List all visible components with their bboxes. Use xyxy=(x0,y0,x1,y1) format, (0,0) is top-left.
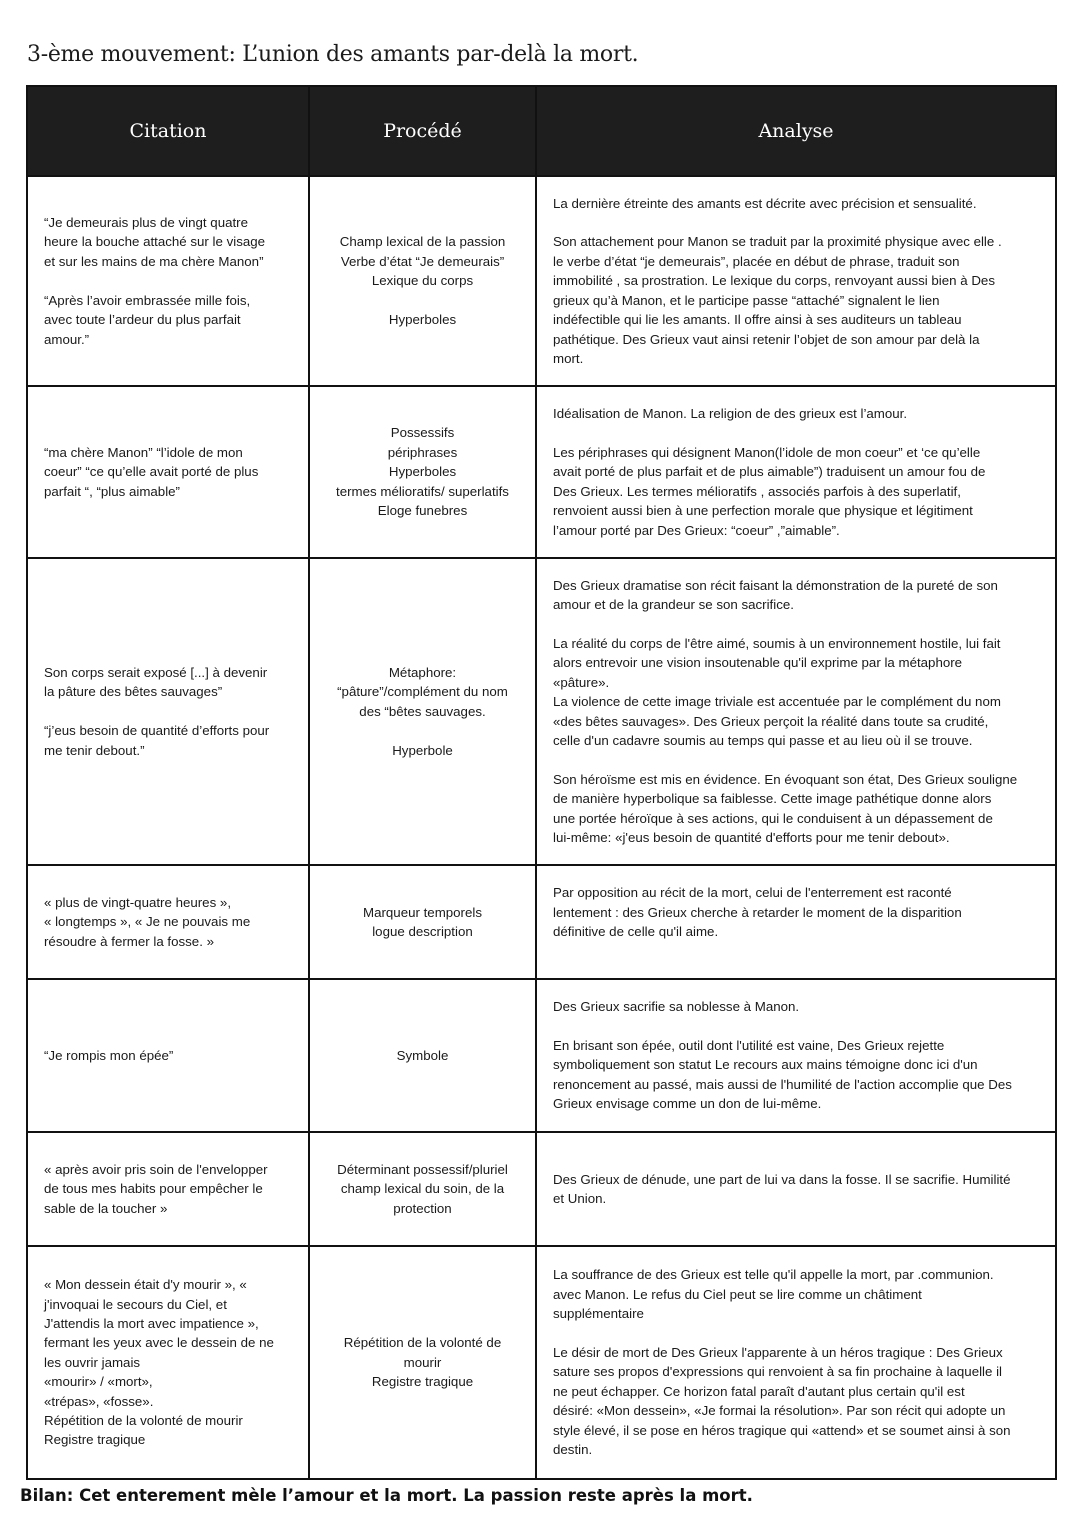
text-line: Registre tragique xyxy=(371,1374,474,1390)
text-line xyxy=(553,1017,1037,1036)
text-line: et sur les mains de ma chère Manon” xyxy=(44,253,264,269)
text-line: “pâture”/complément du nom xyxy=(337,684,508,700)
text-line xyxy=(553,213,1037,232)
text-line: termes mélioratifs/ superlatifs xyxy=(336,483,509,499)
text-line: Des Grieux dramatise son récit faisant la démonstration de la pureté de son xyxy=(553,577,998,593)
procede-cell xyxy=(309,386,536,558)
text-line: mourir xyxy=(403,1354,442,1370)
table-row xyxy=(27,386,1056,558)
text-line: résoudre à fermer la fosse. » xyxy=(44,933,214,949)
text-line: Marqueur temporels xyxy=(363,904,482,920)
citation-cell xyxy=(27,386,309,558)
table-row xyxy=(27,865,1056,979)
text-line: Idéalisation de Manon. La religion de des grieux est l’amour. xyxy=(553,406,908,422)
text-line xyxy=(322,291,523,310)
text-line: “Après l’avoir embrassée mille fois, xyxy=(44,292,251,308)
text-line xyxy=(553,750,1037,769)
text-line: définitive de celle qu'il aime. xyxy=(553,924,719,939)
text-line: Grieux envisage comme un don de lui-même. xyxy=(553,1096,822,1112)
text-line: Des Grieux de dénude, une part de lui va dans la fosse. Il se sacrifie. Humilité xyxy=(553,1171,1011,1187)
text-line: et Union. xyxy=(553,1191,607,1206)
analyse-cell xyxy=(536,979,1056,1132)
text-line: Lexique du corps xyxy=(371,273,474,289)
text-line: “ma chère Manon” “l’idole de mon xyxy=(44,444,243,460)
citation-cell xyxy=(27,979,309,1132)
text-line: Répétition de la volonté de xyxy=(343,1335,502,1351)
text-line: Répétition de la volonté de mourir xyxy=(44,1413,243,1429)
citation-cell xyxy=(27,176,309,386)
text-line: symboliquement son statut Le recours aux mains témoigne donc ici d'un xyxy=(553,1057,978,1073)
text-line: Son corps serait exposé [...] à devenir xyxy=(44,664,268,680)
text-line: «pâture». xyxy=(553,674,610,690)
table-row xyxy=(27,176,1056,386)
text-line: Par opposition au récit de la mort, celui de l'enterrement est raconté xyxy=(553,885,952,901)
procede-cell xyxy=(309,1246,536,1479)
text-line: En brisant son épée, outil dont l'utilité est vaine, Des Grieux rejette xyxy=(553,1038,945,1054)
procede-cell xyxy=(309,865,536,979)
text-line: heure la bouche attaché sur le visage xyxy=(44,234,266,250)
procede-cell xyxy=(309,1132,536,1246)
text-line: indéfectible qui lie les amants. Il offre ainsi à ses auditeurs un tableau xyxy=(553,312,962,328)
text-line xyxy=(553,1324,1037,1343)
text-line: sable de la toucher » xyxy=(44,1200,168,1216)
text-line: supplémentaire xyxy=(553,1306,644,1322)
text-line xyxy=(553,614,1037,633)
text-line: avec Manon. Le refus du Ciel peut se lire comme un châtiment xyxy=(553,1286,922,1302)
text-line: Les périphrases qui désignent Manon(l’idole de mon coeur” et ‘ce qu’elle xyxy=(553,444,981,460)
analyse-cell xyxy=(536,558,1056,865)
text-line: alors entrevoir une vision insoutenable qu'il exprime par la métaphore xyxy=(553,655,963,671)
text-line xyxy=(553,941,1037,960)
text-line: La violence de cette image triviale est accentuée par le complément du nom xyxy=(553,694,1001,710)
text-line: la pâture des bêtes sauvages” xyxy=(44,684,223,700)
text-line: Possessifs xyxy=(390,425,455,441)
text-line: parfait “, “plus aimable” xyxy=(44,483,180,499)
text-line: amour.” xyxy=(44,331,90,347)
text-line: logue description xyxy=(372,924,473,939)
text-line: «des bêtes sauvages». Des Grieux perçoit la réalité dans toute sa crudité, xyxy=(553,713,989,729)
text-line: destin. xyxy=(553,1442,593,1458)
table-header-row xyxy=(27,86,1056,176)
header-analyse: Analyse xyxy=(536,86,1056,176)
text-line: Métaphore: xyxy=(388,664,457,680)
text-line: désiré: «Mon dessein», «Je formai la résolution». Par son récit qui adopte un xyxy=(553,1403,1006,1419)
text-line: me tenir debout.” xyxy=(44,742,145,758)
analyse-cell xyxy=(536,176,1056,386)
text-line: protection xyxy=(393,1200,452,1216)
text-line: les ouvrir jamais xyxy=(44,1354,141,1370)
citation-cell xyxy=(27,1246,309,1479)
text-line: Champ lexical de la passion xyxy=(339,234,506,250)
text-line: l’amour porté par Des Grieux: “coeur” ,”aimable”. xyxy=(553,522,840,538)
text-line xyxy=(553,423,1037,442)
text-line: une portée héroïque à ses actions, qui le conduisent à un dépassement de xyxy=(553,810,993,826)
table-row xyxy=(27,979,1056,1132)
text-line: Registre tragique xyxy=(44,1432,146,1448)
citation-cell xyxy=(27,1132,309,1246)
text-line: La souffrance de des Grieux est telle qu'il appelle la mort, par .communion. xyxy=(553,1267,994,1283)
text-line: Symbole xyxy=(396,1047,449,1063)
text-line: La dernière étreinte des amants est décrite avec précision et sensualité. xyxy=(553,195,977,211)
text-line: J'attendis la mort avec impatience », xyxy=(44,1315,259,1331)
text-line: Eloge funebres xyxy=(377,503,468,519)
text-line xyxy=(44,271,292,290)
text-line: Hyperboles xyxy=(388,312,457,328)
text-line: La réalité du corps de l'être aimé, soumis à un environnement hostile, lui fait xyxy=(553,635,1001,651)
text-line xyxy=(44,702,292,721)
text-line: coeur” “ce qu’elle avait porté de plus xyxy=(44,464,259,480)
text-line: renoncement au passé, mais aussi de l'humilité de l'action accomplie que Des xyxy=(553,1076,1012,1092)
text-line: Des Grieux sacrifie sa noblesse à Manon. xyxy=(553,999,800,1015)
text-line: « Mon dessein était d'y mourir », « xyxy=(44,1277,247,1293)
table-row xyxy=(27,1246,1056,1479)
text-line: de manière hyperbolique sa faiblesse. Cette image pathétique donne alors xyxy=(553,791,992,807)
procede-cell xyxy=(309,558,536,865)
text-line: Son attachement pour Manon se traduit par la proximité physique avec elle . xyxy=(553,234,1002,250)
analyse-cell xyxy=(536,1132,1056,1246)
text-line: « plus de vingt-quatre heures », xyxy=(44,894,232,910)
citation-cell xyxy=(27,865,309,979)
procede-cell xyxy=(309,176,536,386)
header-procede: Procédé xyxy=(309,86,536,176)
text-line: champ lexical du soin, de la xyxy=(340,1181,505,1197)
text-line: Des Grieux. Les termes mélioratifs , associés parfois à des superlatif, xyxy=(553,483,961,499)
text-line: grieux qu’à Manon, et le participe passe “attaché” signalent le lien xyxy=(553,292,940,308)
text-line: Hyperbole xyxy=(392,742,453,758)
text-line: immobilité , sa prostration. Le lexique du corps, renvoyant aussi bien à Des xyxy=(553,273,995,289)
text-line: j'invoquai le secours du Ciel, et xyxy=(44,1296,227,1312)
analyse-cell xyxy=(536,386,1056,558)
text-line: Hyperboles xyxy=(388,464,457,480)
text-line: “Je demeurais plus de vingt quatre xyxy=(44,215,248,231)
citation-cell xyxy=(27,558,309,865)
text-line: sature ses propos d'expressions qui renvoient à sa fin prochaine à laquelle il xyxy=(553,1364,1002,1380)
bilan-summary: Bilan: Cet enterement mèle l’amour et la mort. La passion reste après la mort. xyxy=(20,1486,753,1505)
text-line: pathétique. Des Grieux vaut ainsi retenir l’objet de son amour par delà la xyxy=(553,331,980,347)
analysis-table xyxy=(26,85,1057,1480)
table-row xyxy=(27,1132,1056,1246)
text-line: “Je rompis mon épée” xyxy=(44,1047,174,1063)
text-line: Verbe d’état “Je demeurais” xyxy=(340,253,505,269)
text-line: amour et de la grandeur se son sacrifice. xyxy=(553,597,794,613)
text-line: avait porté de plus parfait et de plus aimable”) traduisent un amour fou de xyxy=(553,464,986,480)
text-line: ne peut échapper. Ce horizon fatal paraît d'autant plus certain qu'il est xyxy=(553,1383,965,1399)
text-line: « longtemps », « Je ne pouvais me xyxy=(44,914,251,930)
page-title: 3-ème mouvement: L’union des amants par-delà la mort. xyxy=(27,42,639,67)
text-line: périphrases xyxy=(387,444,458,460)
text-line xyxy=(322,721,523,740)
analyse-cell xyxy=(536,865,1056,979)
text-line: Déterminant possessif/pluriel xyxy=(337,1161,508,1177)
text-line: lentement : des Grieux cherche à retarder le moment de la disparition xyxy=(553,904,962,920)
procede-cell xyxy=(309,979,536,1132)
text-line: Son héroïsme est mis en évidence. En évoquant son état, Des Grieux souligne xyxy=(553,771,1018,787)
text-line: avec toute l’ardeur du plus parfait xyxy=(44,312,241,328)
text-line: de tous mes habits pour empêcher le xyxy=(44,1181,263,1197)
text-line: fermant les yeux avec le dessein de ne xyxy=(44,1335,274,1351)
text-line: renvoient aussi bien à une perfection morale que physique et légitiment xyxy=(553,503,973,519)
text-line: «mourir» / «mort», xyxy=(44,1374,153,1390)
analyse-cell xyxy=(536,1246,1056,1479)
text-line: “j’eus besoin de quantité d’efforts pour xyxy=(44,723,270,739)
text-line: Le désir de mort de Des Grieux l'apparente à un héros tragique : Des Grieux xyxy=(553,1345,1003,1361)
table-row xyxy=(27,558,1056,865)
text-line: lui-même: «j'eus besoin de quantité d'efforts pour me tenir debout». xyxy=(553,829,950,845)
text-line: «trépas», «fosse». xyxy=(44,1393,154,1409)
text-line: mort. xyxy=(553,350,584,366)
text-line: « après avoir pris soin de l'envelopper xyxy=(44,1161,268,1177)
text-line: style élevé, il se pose en héros tragique qui «attend» et se soumet ainsi à son xyxy=(553,1422,1011,1438)
text-line: le verbe d’état “je demeurais”, placée en début de phrase, traduit son xyxy=(553,253,960,269)
text-line: des “bêtes sauvages. xyxy=(359,703,486,719)
text-line: celle d'un cadavre soumis au temps qui passe et au lieu où il se trouve. xyxy=(553,732,973,748)
header-citation: Citation xyxy=(27,86,309,176)
